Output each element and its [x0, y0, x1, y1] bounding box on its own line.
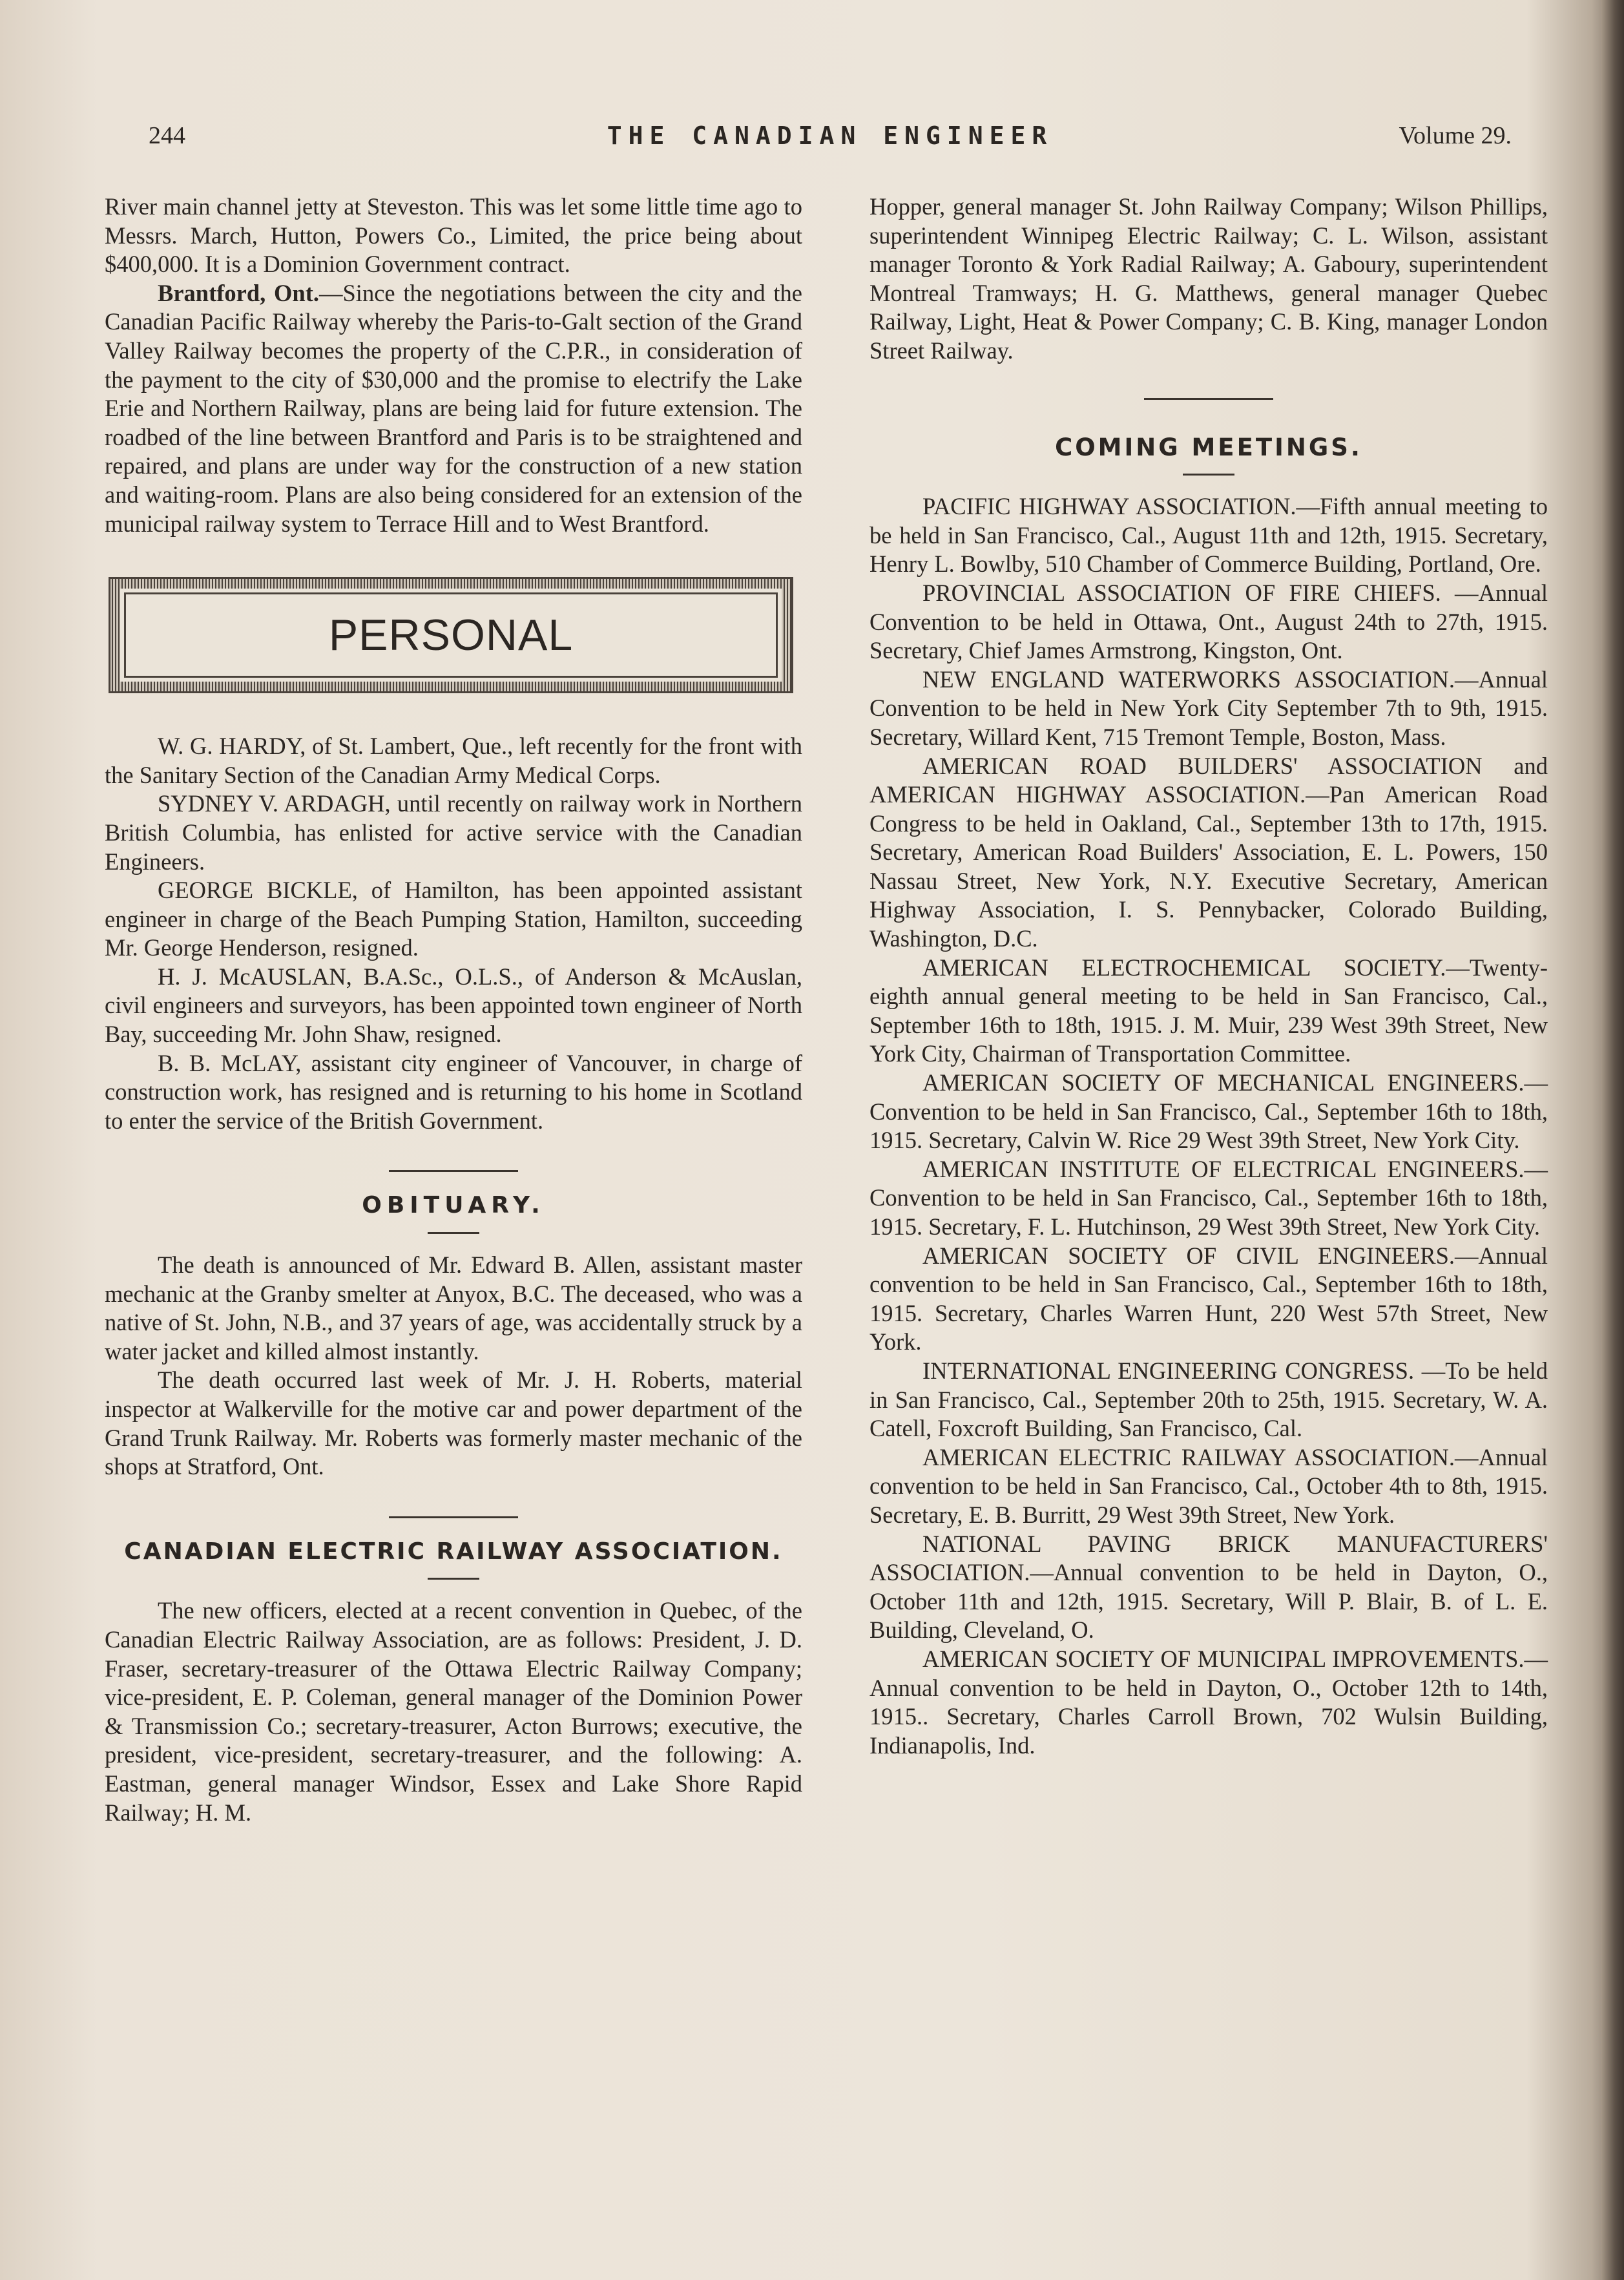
meeting-item: PROVINCIAL ASSOCIATION OF FIRE CHIEFS. —Annual Convention to be held in Ottawa, Ont., August 24th to 27th, 1915. Secretary, Chief James Armstrong, Kingston, Ont.	[869, 579, 1548, 664]
meeting-item: NEW ENGLAND WATERWORKS ASSOCIATION.—Annual Convention to be held in New York City September 7th to 9th, 1915. Secretary, Willard Kent, 715 Tremont Temple, Boston, Mass.	[869, 665, 1548, 750]
meeting-item: AMERICAN ELECTROCHEMICAL SOCIETY.—Twenty-eighth annual general meeting to be held in San Francisco, Cal., September 16th to 18th, 1915. J. M. Muir, 239 West 39th Street, New York City, Chairman of Transportation Committee.	[869, 954, 1548, 1067]
cera-title: CANADIAN ELECTRIC RAILWAY ASSOCIATION.	[124, 1538, 783, 1565]
section-divider	[389, 1516, 518, 1518]
meeting-item: PACIFIC HIGHWAY ASSOCIATION.—Fifth annual meeting to be held in San Francisco, Cal., August 11th and 12th, 1915. Secretary, Henry L. Bowlby, 510 Chamber of Commerce Building, Portland, Ore.	[869, 493, 1548, 578]
steveston-paragraph: River main channel jetty at Steveston. This was let some little time ago to Messrs. March, Hutton, Powers Co., Limited, the price being about $400,000. It is a Dominion Government contract.	[105, 193, 802, 278]
personal-banner	[109, 577, 793, 693]
page-edge-shadow	[1601, 0, 1624, 2280]
volume-label: Volume 29.	[1399, 122, 1512, 149]
meeting-item: AMERICAN INSTITUTE OF ELECTRICAL ENGINEERS.—Convention to be held in San Francisco, Cal., September 16th to 18th, 1915. Secretary, F. L. Hutchinson, 29 West 39th Street, New York City.	[869, 1155, 1548, 1240]
title-underline	[1183, 474, 1234, 476]
meeting-item: AMERICAN SOCIETY OF MECHANICAL ENGINEERS.—Convention to be held in San Francisco, Cal., September 16th to 18th, 1915. Secretary, Calvin W. Rice 29 West 39th Street, New York City.	[869, 1069, 1548, 1154]
obituary-item: The death is announced of Mr. Edward B. Allen, assistant master mechanic at the Granby smelter at Anyox, B.C. The deceased, who was a native of St. John, N.B., and 37 years of age, was accidentally struck by a water jacket and killed almost instantly.	[105, 1251, 802, 1365]
brantford-paragraph	[105, 279, 802, 538]
meeting-item: AMERICAN ROAD BUILDERS' ASSOCIATION and AMERICAN HIGHWAY ASSOCIATION.—Pan American Road Congress to be held in Oakland, Cal., September 13th to 17th, 1915. Secretary, American Road Builders' Association, E. L. Powers, 150 Nassau Street, New York, N.Y. Executive Secretary, American Highway Association, I. S. Pennybacker, Colorado Building, Washington, D.C.	[869, 752, 1548, 952]
cera-paragraph: The new officers, elected at a recent convention in Quebec, of the Canadian Electric Railway Association, are as follows: President, J. D. Fraser, secretary-treasurer of the Ottawa Electric Railway Company; vice-president, E. P. Coleman, general manager of the Dominion Power & Transmission Co.; secretary-treasurer, Acton Burrows; executive, the president, vice-president, secretary-treasurer, and the following: A. Eastman, general manager Windsor, Essex and Lake Shore Rapid Railway; H. M.	[105, 1597, 802, 1826]
meeting-item: AMERICAN ELECTRIC RAILWAY ASSOCIATION.—Annual convention to be held in San Francisco, Cal., October 4th to 8th, 1915. Secretary, E. B. Burritt, 29 West 39th Street, New York.	[869, 1443, 1548, 1528]
obituary-item: The death occurred last week of Mr. J. H. Roberts, material inspector at Walkerville for the motive car and power department of the Grand Trunk Railway. Mr. Roberts was formerly master mechanic of the shops at Stratford, Ont.	[105, 1366, 802, 1480]
brantford-heading: Brantford, Ont.	[158, 279, 319, 306]
meeting-item: NATIONAL PAVING BRICK MANUFACTURERS' ASSOCIATION.—Annual convention to be held in Dayton, O., October 11th and 12th, 1915. Secretary, Will P. Blair, B. of L. E. Building, Cleveland, O.	[869, 1530, 1548, 1644]
running-header	[149, 121, 1512, 160]
brantford-text: —Since the negotiations between the city and the Canadian Pacific Railway whereby the Paris-to-Galt section of the Grand Valley Railway becomes the property of the C.P.R., in consideration of the payment to the city of $30,000 and the promise to electrify the Lake Erie and Northern Railway, plans are being laid for future extension. The roadbed of the line between Brantford and Paris is to be straightened and repaired, and plans are under way for the construction of a new station and waiting-room. Plans are also being considered for an extension of the municipal railway system to Terrace Hill and to West Brantford.	[105, 279, 802, 537]
section-divider	[389, 1170, 518, 1172]
personal-banner-inner	[124, 592, 778, 678]
right-column	[869, 193, 1548, 1760]
meeting-item: INTERNATIONAL ENGINEERING CONGRESS. —To be held in San Francisco, Cal., September 20th to 25th, 1915. Secretary, W. A. Catell, Foxcroft Building, San Francisco, Cal.	[869, 1357, 1548, 1442]
cera-continued-paragraph: Hopper, general manager St. John Railway Company; Wilson Phillips, superintendent Winnipeg Electric Railway; C. L. Wilson, assistant manager Toronto & York Radial Railway; A. Gaboury, superintendent Montreal Tramways; H. G. Matthews, general manager Quebec Railway, Light, Heat & Power Company; C. B. King, manager London Street Railway.	[869, 193, 1548, 364]
personal-item: H. J. McAUSLAN, B.A.Sc., O.L.S., of Anderson & McAuslan, civil engineers and surveyors, has been appointed town engineer of North Bay, succeeding Mr. John Shaw, resigned.	[105, 963, 802, 1048]
journal-title: THE CANADIAN ENGINEER	[607, 121, 1054, 150]
personal-item: SYDNEY V. ARDAGH, until recently on railway work in Northern British Columbia, has enlisted for active service with the Canadian Engineers.	[105, 790, 802, 875]
title-underline	[428, 1578, 479, 1580]
page-number: 244	[149, 122, 185, 149]
meeting-item: AMERICAN SOCIETY OF CIVIL ENGINEERS.—Annual convention to be held in San Francisco, Cal., September 16th to 18th, 1915. Secretary, Charles Warren Hunt, 220 West 57th Street, New York.	[869, 1242, 1548, 1355]
left-column	[105, 193, 802, 1827]
personal-title: PERSONAL	[328, 610, 574, 660]
personal-item: B. B. McLAY, assistant city engineer of Vancouver, in charge of construction work, has resigned and is returning to his home in Scotland to enter the service of the British Government.	[105, 1049, 802, 1134]
section-divider	[1144, 398, 1273, 400]
personal-item: GEORGE BICKLE, of Hamilton, has been appointed assistant engineer in charge of the Beach Pumping Station, Hamilton, succeeding Mr. George Henderson, resigned.	[105, 877, 802, 961]
personal-item: W. G. HARDY, of St. Lambert, Que., left recently for the front with the Sanitary Section of the Canadian Army Medical Corps.	[105, 733, 802, 788]
meeting-item: AMERICAN SOCIETY OF MUNICIPAL IMPROVEMENTS.—Annual convention to be held in Dayton, O., October 12th to 14th, 1915.. Secretary, Charles Carroll Brown, 702 Wulsin Building, Indianapolis, Ind.	[869, 1645, 1548, 1759]
obituary-title: OBITUARY.	[362, 1192, 545, 1219]
title-underline	[428, 1232, 479, 1234]
coming-meetings-title: COMING MEETINGS.	[1055, 433, 1362, 461]
